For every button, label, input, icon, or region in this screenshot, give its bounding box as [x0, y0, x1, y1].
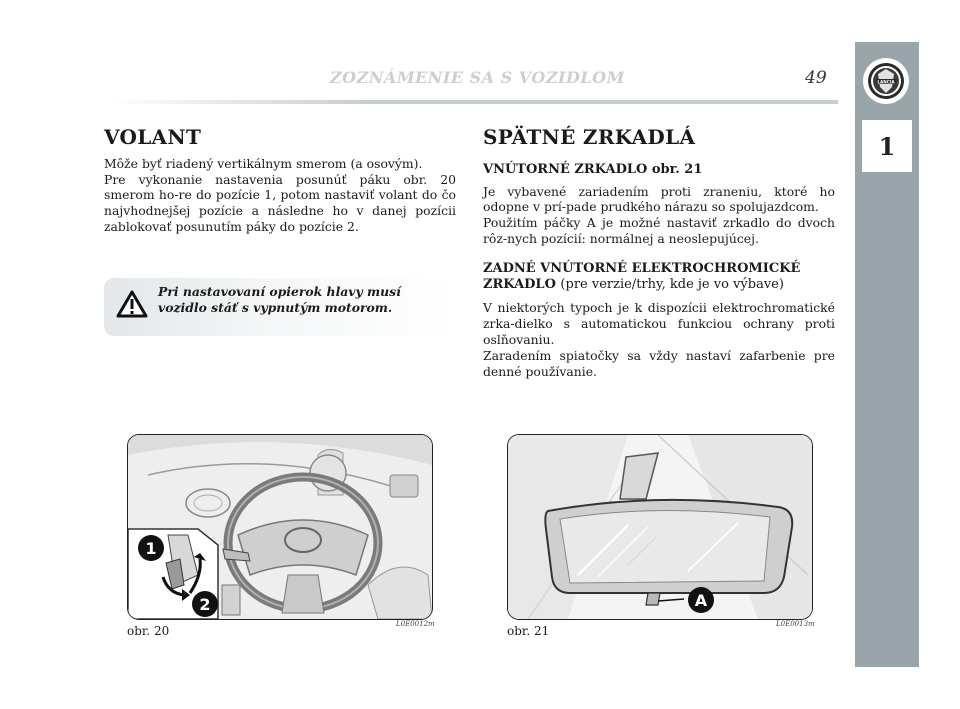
subheading-line-2: ZRKADLO — [483, 276, 556, 292]
figure-21-code: L0E0013m — [776, 620, 815, 628]
lancia-logo — [863, 58, 909, 104]
steering-wheel-illustration — [128, 435, 432, 619]
zrkadlo-paragraph-2: Použitím páčky A je možné nastaviť zrkadlo do dvoch rôz-nych pozícií: normálnej a neoslepujúcej. — [483, 215, 835, 246]
subheading-note: (pre verzie/trhy, kde je vo výbave) — [560, 276, 784, 292]
warning-box — [104, 278, 456, 336]
right-column — [483, 125, 835, 379]
figure-label-2: 2 — [192, 591, 218, 617]
zrkadlo-paragraph-1: Je vybavené zariadením proti zraneniu, ktoré ho odopne v prí-pade prudkého nárazu so spolujazdcom. — [483, 183, 835, 215]
section-heading-volant: VOLANT — [104, 125, 202, 149]
warning-triangle-icon — [116, 290, 148, 318]
left-column — [104, 125, 456, 235]
header-rule — [108, 100, 838, 104]
figure-21-caption: obr. 21 — [507, 624, 550, 638]
volant-paragraph-1: Môže byť riadený vertikálnym smerom (a osovým). — [104, 155, 423, 171]
figure-20-caption: obr. 20 — [127, 624, 170, 638]
volant-paragraph-2: Pre vykonanie nastavenia posunúť páku obr. 20 smerom ho-re do pozície 1, potom nastaviť volant do čo najvhodnejšej pozície a následne ho v danej pozícii zablokovať posunutím páky do pozície 2. — [104, 171, 456, 234]
page-number: 49 — [805, 68, 827, 88]
figure-20-code: L0E0012m — [396, 620, 435, 628]
svg-text:LANCIA: LANCIA — [877, 79, 895, 85]
chapter-number: 1 — [862, 120, 912, 172]
subheading-elektrochromicke — [483, 261, 835, 293]
subheading-line-1: ZADNÉ VNÚTORNÉ ELEKTROCHROMICKÉ — [483, 260, 801, 276]
figure-steering-wheel — [127, 434, 433, 620]
figure-label-a: A — [688, 587, 714, 613]
figure-label-1: 1 — [138, 535, 164, 561]
zrkadlo-paragraph-3: V niektorých typoch je k dispozícii elektrochromatické zrka-dielko s automatickou funkciou ochrany proti oslňovaniu. — [483, 300, 835, 347]
rearview-mirror-illustration — [508, 435, 812, 619]
figure-rearview-mirror — [507, 434, 813, 620]
zrkadlo-paragraph-4: Zaradením spiatočky sa vždy nastaví zafarbenie pre denné používanie. — [483, 347, 835, 379]
subheading-vnutorne-zrkadlo: VNÚTORNÉ ZRKADLO obr. 21 — [483, 161, 703, 177]
warning-text: Pri nastavovaní opierok hlavy musí vozidlo stáť s vypnutým motorom. — [158, 284, 401, 315]
section-heading-zrkadla: SPÄTNÉ ZRKADLÁ — [483, 125, 696, 149]
lancia-shield-icon — [866, 61, 906, 101]
header-title: ZOZNÁMENIE SA S VOZIDLOM — [330, 68, 625, 87]
